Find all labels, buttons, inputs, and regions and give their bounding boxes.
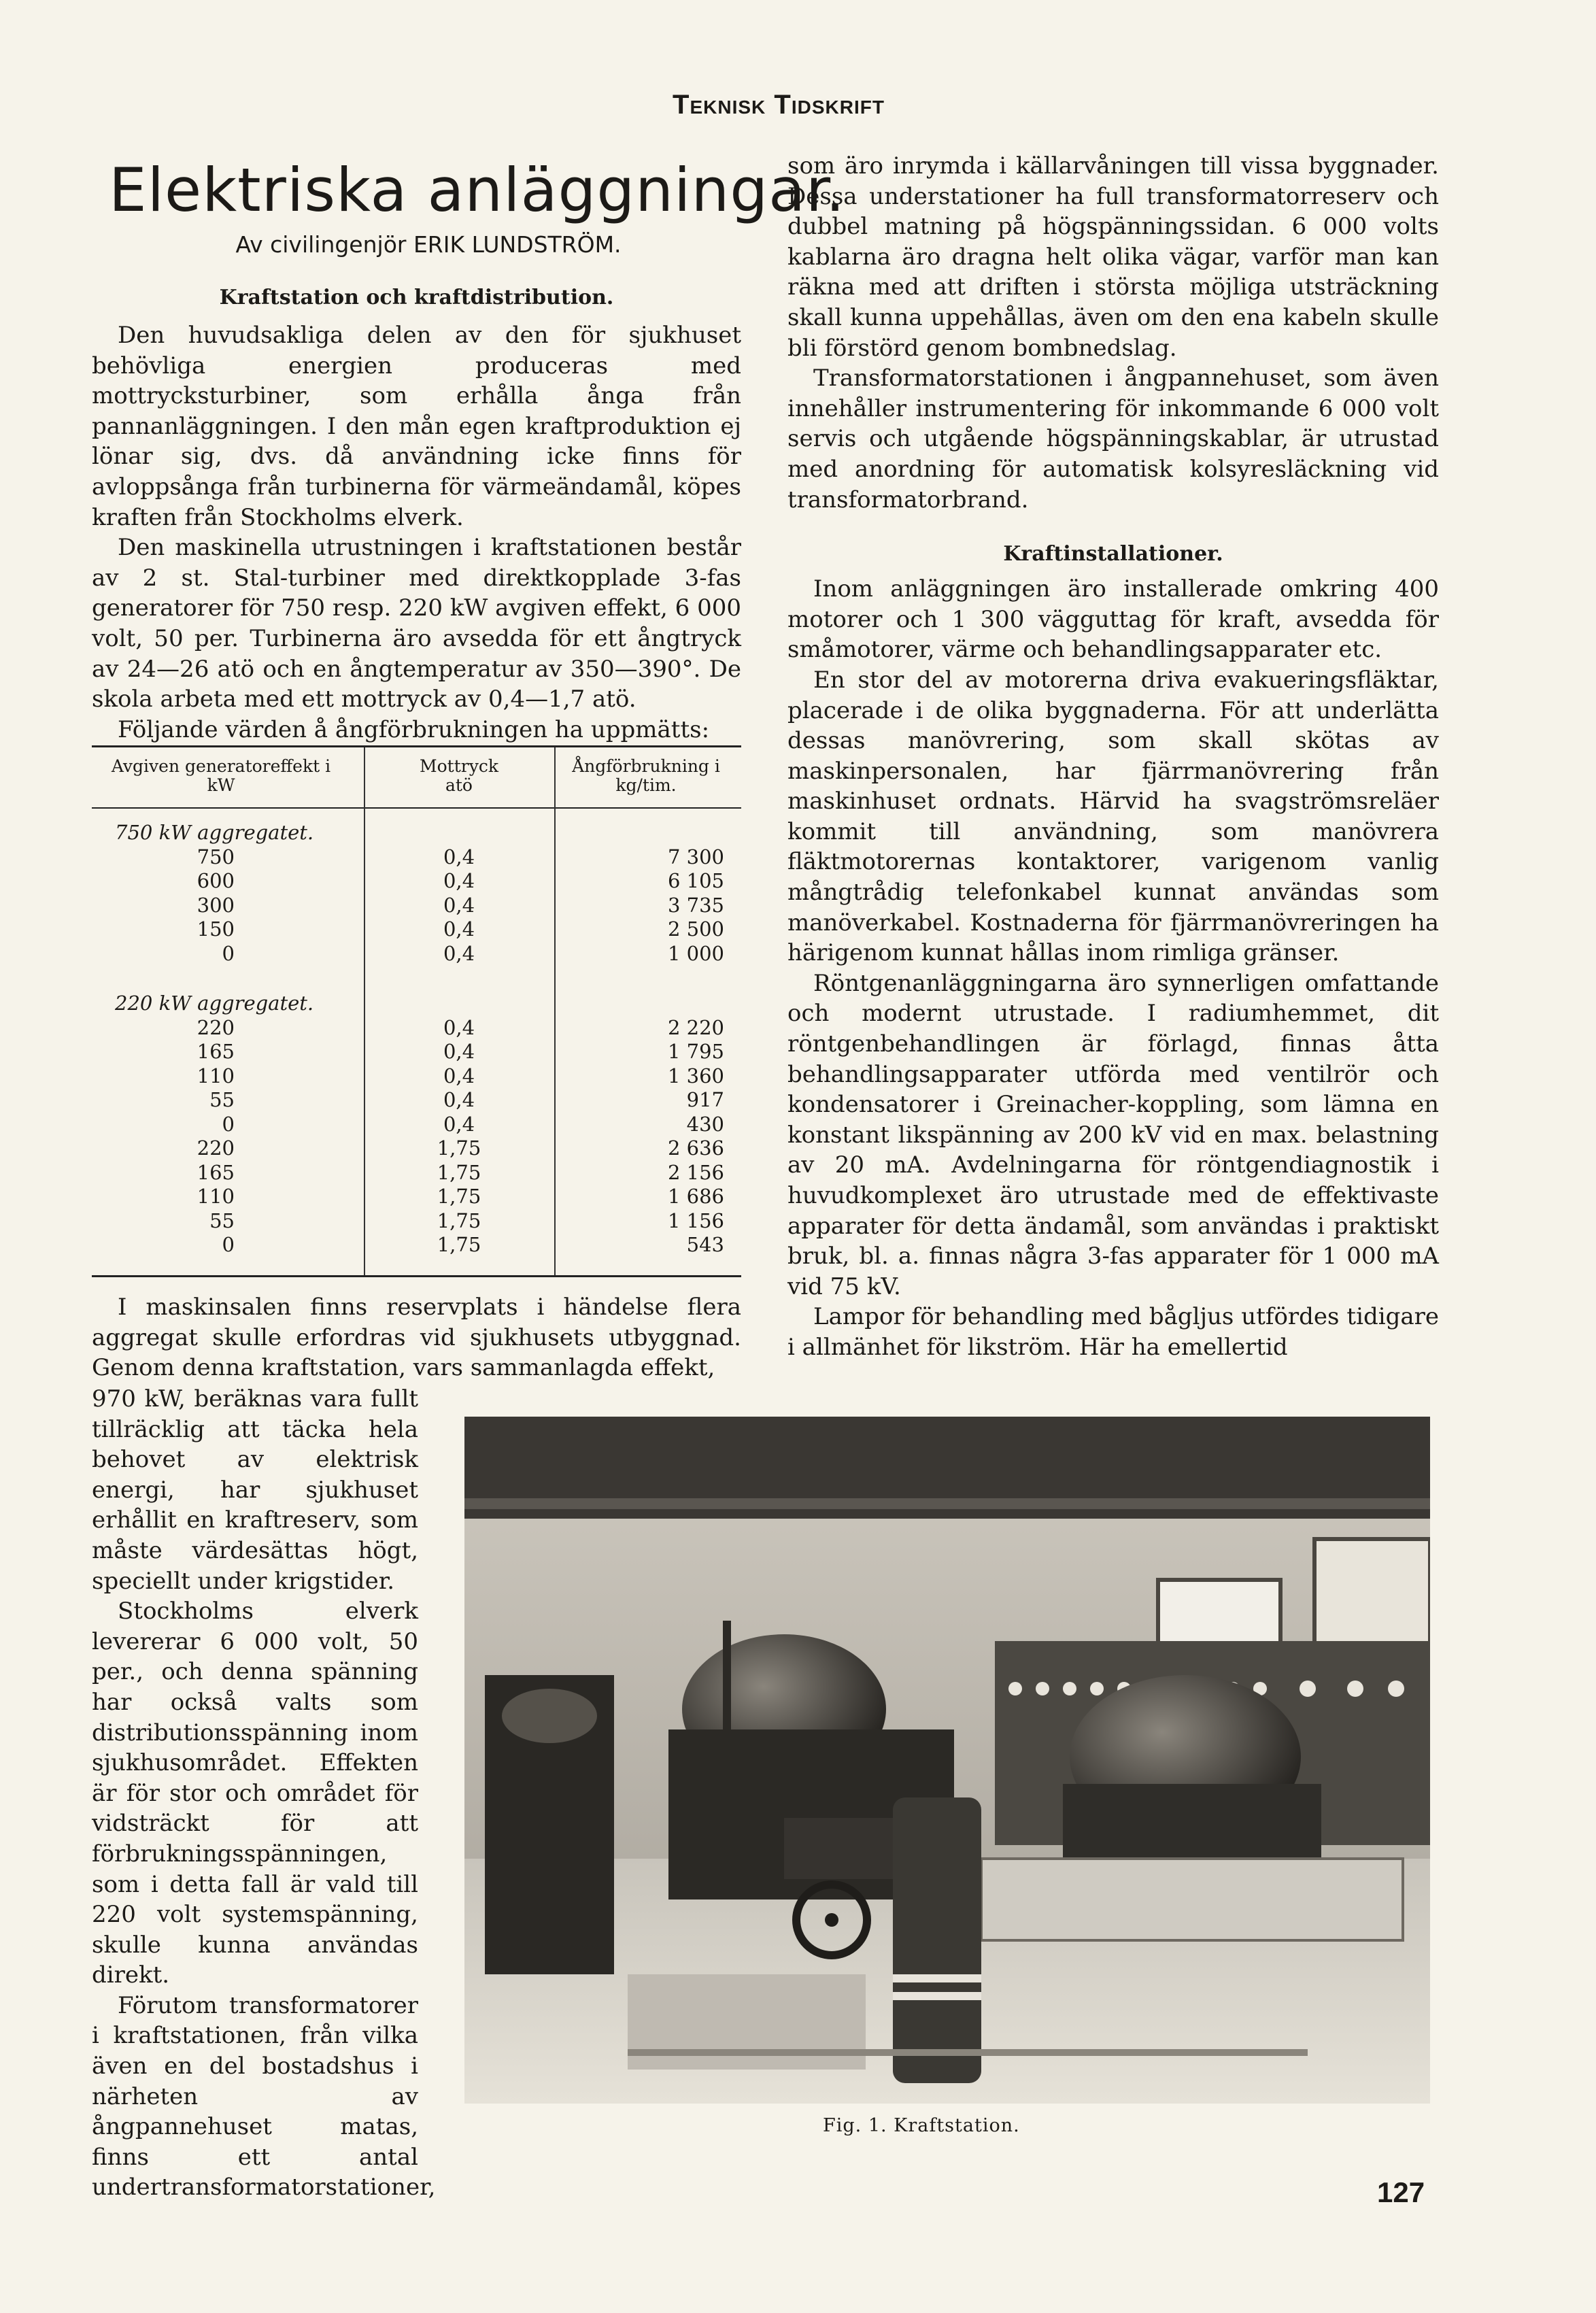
table-cell: 1,75 <box>437 1160 481 1184</box>
column-divider <box>364 747 365 1275</box>
column-divider <box>554 747 556 1275</box>
table-cell: 2 636 <box>667 1136 724 1160</box>
table-cell: 0,4 <box>443 941 475 965</box>
table-cell: 0,4 <box>443 1064 475 1087</box>
table-cell: 543 <box>686 1233 724 1256</box>
table-cell: 165 <box>197 1040 235 1063</box>
paragraph: I maskinsalen finns reservplats i händelse flera aggregat skulle erfordras vid sjukhusets utbyggnad. Genom denna kraftstation, vars sammanlagda effekt, <box>92 1294 741 1382</box>
page-number: 127 <box>1377 2176 1425 2208</box>
table-cell: 6 105 <box>667 869 724 892</box>
paragraph: 970 kW, beräknas vara fullt tillräcklig att täcka hela behovet av elektrisk energi, har sjukhuset erhållit en kraftreserv, som måste värdesättas högt, speciellt under krigstider. <box>92 1385 418 1595</box>
table-cell: 110 <box>197 1185 235 1208</box>
table-cell: 150 <box>197 917 235 941</box>
paragraph: Lampor för behandling med bågljus utfördes tidigare i allmänhet för likström. Här ha emellertid <box>787 1303 1439 1361</box>
author-line: Av civilingenjör ERIK LUNDSTRÖM. <box>235 231 622 258</box>
table-cell: 1 795 <box>667 1040 724 1063</box>
table-cell: 3 735 <box>667 893 724 917</box>
column-header-backpressure: Mottryck atö <box>420 756 498 795</box>
left-column-after-table <box>92 1292 741 1383</box>
table-cell: 2 156 <box>667 1160 724 1184</box>
table-cell: 0,4 <box>443 1015 475 1039</box>
table-group-label: 220 kW aggregatet. <box>115 992 314 1015</box>
table-cell: 7 300 <box>667 845 724 868</box>
table-cell: 1 156 <box>667 1209 724 1232</box>
article-title: Elektriska anläggningar. <box>109 155 846 225</box>
left-column-top <box>92 286 741 745</box>
table-cell: 0 <box>222 1233 235 1256</box>
table-cell: 220 <box>197 1015 235 1039</box>
table-cell: 0 <box>222 941 235 965</box>
power-station-photo <box>464 1417 1430 2104</box>
journal-name: Teknisk Tidskrift <box>673 90 885 120</box>
table-cell: 0,4 <box>443 1040 475 1063</box>
table-cell: 1,75 <box>437 1185 481 1208</box>
table-cell: 220 <box>197 1136 235 1160</box>
paragraph: Stockholms elverk levererar 6 000 volt, 50 per., och denna spänning har också valts som distributionsspänning inom sjukhusområdet. Effekten är för stor och området för vidsträckt för att förbrukningsspänningen, som i detta fall är vald till 220 volt systemspänning, skulle kunna användas direkt. <box>92 1598 418 1989</box>
column-header-effect: Avgiven generatoreffekt i kW <box>111 756 331 795</box>
paragraph: Transformatorstationen i ångpannehuset, som även innehåller instrumentering för inkommande 6 000 volt servis och utgående högspänningskablar, är utrustad med anordning för automatisk kolsyresläckning vid transformatorbrand. <box>787 365 1439 513</box>
figure-caption: Fig. 1. Kraftstation. <box>823 2115 1020 2136</box>
table-cell: 0,4 <box>443 1112 475 1136</box>
table-header <box>92 747 741 809</box>
table-cell: 55 <box>209 1209 235 1232</box>
table-cell: 0 <box>222 1112 235 1136</box>
section-heading-kraftstation: Kraftstation och kraftdistribution. <box>219 286 614 309</box>
paragraph: Förutom transformatorer i kraftstationen, från vilka även en del bostadshus i närheten av ångpannehuset matas, finns ett antal undertransformatorstationer, <box>92 1991 436 2201</box>
paragraph: Följande värden å ångförbrukningen ha uppmätts: <box>118 715 710 743</box>
table-cell: 600 <box>197 869 235 892</box>
left-column-narrow <box>92 1384 436 2203</box>
paragraph: Röntgenanläggningarna äro synnerligen omfattande och modernt utrustade. I radiumhemmet, dit röntgenbehandlingen är förlagd, finnas åtta behandlingsapparater utförda med ventilrör och kondensatorer i Greinacher-koppling, som lämna en konstant likspänning av 200 kV vid en max. belastning av 20 mA. Avdelningarna för röntgendiagnostik i huvudkomplexet äro utrustade med de effektivaste apparater för detta ändamål, som användas i praktiskt bruk, bl. a. finnas några 3-fas apparater för 1 000 mA vid 75 kV. <box>787 969 1439 1300</box>
table-cell: 300 <box>197 893 235 917</box>
table-cell: 110 <box>197 1064 235 1087</box>
table-cell: 0,4 <box>443 893 475 917</box>
table-cell: 750 <box>197 845 235 868</box>
table-cell: 1 686 <box>667 1185 724 1208</box>
column-header-consumption: Ångförbrukning i kg/tim. <box>572 756 720 795</box>
table-cell: 1 360 <box>667 1064 724 1087</box>
paragraph: Den huvudsakliga delen av den för sjukhuset behövliga energien produceras med mottrycksturbiner, som erhålla ånga från pannanläggningen. I den mån egen kraftproduktion ej lönar sig, dvs. då användning icke finns för avloppsånga från turbinerna för värmeändamål, köpes kraften från Stockholms elverk. <box>92 322 741 531</box>
paragraph: Inom anläggningen äro installerade omkring 400 motorer och 1 300 vägguttag för kraft, avsedda för småmotorer, värme och behandlingsapparater etc. <box>787 575 1439 664</box>
table-cell: 1,75 <box>437 1136 481 1160</box>
table-cell: 2 220 <box>667 1015 724 1039</box>
paragraph: Den maskinella utrustningen i kraftstationen består av 2 st. Stal-turbiner med direktkopplade 3-fas generatorer för 750 resp. 220 kW avgiven effekt, 6 000 volt, 50 per. Turbinerna äro avsedda för ett ångtryck av 24—26 atö och en ångtemperatur av 350—390°. De skola arbeta med ett mottryck av 0,4—1,7 atö. <box>92 534 741 713</box>
paragraph: En stor del av motorerna driva evakueringsfläktar, placerade i de olika byggnaderna. För att underlätta dessas manövrering, som skall skötas av maskinpersonalen, har fjärrmanövrering från maskinhuset ordnats. Härvid ha svagströmsreläer kommit till användning, som manövrera fläktmotorernas kontaktorer, varigenom vanlig mångtrådig telefonkabel kunnat användas som manöverkabel. Kostnaderna för fjärrmanövreringen ha härigenom kunnat hållas inom rimliga gränser. <box>787 666 1439 967</box>
table-cell: 1,75 <box>437 1209 481 1232</box>
table-group-label: 750 kW aggregatet. <box>115 821 314 844</box>
table-cell: 165 <box>197 1160 235 1184</box>
table-cell: 0,4 <box>443 917 475 941</box>
table-cell: 0,4 <box>443 1088 475 1111</box>
paragraph: som äro inrymda i källarvåningen till vissa byggnader. Dessa understationer ha full transformatorreserv och dubbel matning på högspänningssidan. 6 000 volts kablarna äro dragna helt olika vägar, varför man kan räkna med att driften i största möjliga utsträckning skall kunna uppehållas, även om den ena kabeln skulle bli förstörd genom bombnedslag. <box>787 152 1439 362</box>
table-cell: 1,75 <box>437 1233 481 1256</box>
steam-consumption-table <box>92 745 741 1277</box>
table-cell: 2 500 <box>667 917 724 941</box>
table-cell: 0,4 <box>443 869 475 892</box>
table-cell: 917 <box>686 1088 724 1111</box>
table-cell: 55 <box>209 1088 235 1111</box>
right-column <box>787 151 1439 1363</box>
section-heading-kraftinstallationer: Kraftinstallationer. <box>1003 542 1223 567</box>
table-cell: 430 <box>686 1112 724 1136</box>
table-cell: 0,4 <box>443 845 475 868</box>
table-cell: 1 000 <box>667 941 724 965</box>
